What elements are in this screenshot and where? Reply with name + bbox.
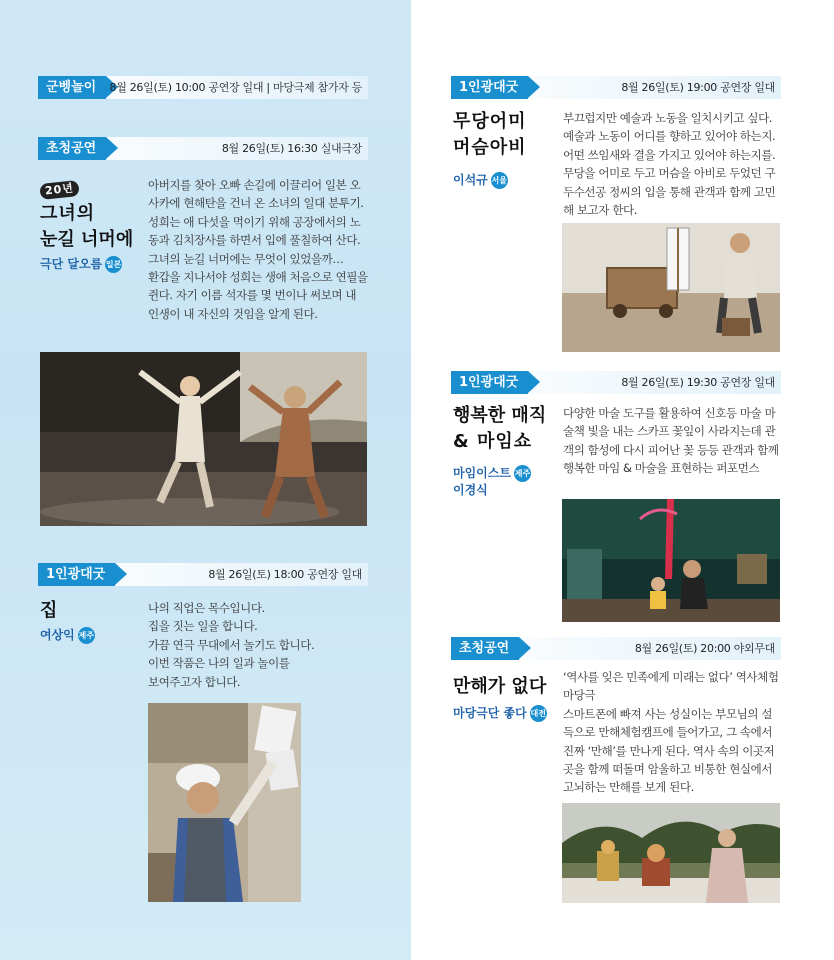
solo1-desc-line-4: 이번 작품은 나의 일과 놀이를 <box>148 656 290 671</box>
solo1-company-name: 여상익 <box>40 628 75 642</box>
solo2-schedule: 8월 26일(토) 19:00 공연장 일대 <box>621 81 775 94</box>
invite2-title-line-1: 만해가 없다 <box>453 676 547 697</box>
solo1-carpenter-photo <box>148 703 301 902</box>
invite2-company <box>453 705 547 722</box>
solo3-stage-photo <box>562 499 780 622</box>
invite2-header-bar <box>451 637 781 660</box>
solo3-company <box>453 465 531 499</box>
solo3-title <box>453 403 563 455</box>
invite1-title <box>40 175 140 253</box>
solo3-performer-name: 이경식 <box>453 483 488 497</box>
invite1-company-name: 극단 달오름 <box>40 257 103 271</box>
solo1-desc-line-2: 집을 짓는 일을 합니다. <box>148 619 258 634</box>
invite1-company <box>40 256 122 273</box>
solo3-desc-para-1: 다양한 마술 도구를 활용하여 신호등 마술 마술책 빛을 내는 스카프 꽃잎이 사라지는데 관객의 함성에 다시 피어난 꽃 등등 관객과 함께 행복한 마임 & 마술을 표현하는 퍼포먼스 <box>563 406 779 476</box>
region-badge: 대전 <box>530 705 547 722</box>
gunbeng-category-tag: 군벵놀이 <box>38 76 106 99</box>
invite2-category-tag: 초청공연 <box>451 637 519 660</box>
solo2-category-tag: 1인광대굿 <box>451 76 528 99</box>
solo3-schedule: 8월 26일(토) 19:30 공연장 일대 <box>621 376 775 389</box>
solo2-title <box>453 109 553 161</box>
solo1-desc-line-5: 보여주고자 합니다. <box>148 674 241 689</box>
solo2-header-bar <box>451 76 781 99</box>
invite2-company-name: 마당극단 좋다 <box>453 706 527 720</box>
solo3-header-bar <box>451 371 781 394</box>
solo2-description <box>563 109 782 219</box>
solo1-title <box>40 598 140 624</box>
invite2-description <box>563 668 782 797</box>
gunbeng-header-bar <box>38 76 368 99</box>
solo2-company <box>453 172 508 189</box>
solo1-category-tag: 1인광대굿 <box>38 563 115 586</box>
gunbeng-schedule: 8월 26일(토) 10:00 공연장 일대 | 마당극제 참가자 등 <box>109 81 362 94</box>
solo3-description <box>563 404 782 478</box>
invite1-header-bar <box>38 137 368 160</box>
invite2-stage-photo <box>562 803 780 903</box>
invite1-schedule: 8월 26일(토) 16:30 실내극장 <box>221 142 362 155</box>
invite1-title-line-2: 눈길 너머에 <box>40 229 134 250</box>
solo2-company-name: 이석규 <box>453 173 488 187</box>
invite1-stage-photo <box>40 352 367 526</box>
region-badge: 제주 <box>514 465 531 482</box>
solo2-title-line-1: 무당어미 <box>453 111 527 132</box>
invite2-desc-para-1: ‘역사를 잊은 민족에게 미래는 없다’ 역사체험마당극 <box>563 670 779 703</box>
region-badge: 서울 <box>491 172 508 189</box>
solo1-company <box>40 627 95 644</box>
invite1-desc-para-1: 아버지를 찾아 오빠 손길에 이끌리어 일본 오사카에 현해탄을 건너 온 소녀의 일대 분투기. 성희는 애 다섯을 먹이기 위해 공장에서의 노동과 김치장사를 하면서 입에 풀칠하여 산다. 그녀의 눈길 너머에는 무엇이 있었을까… <box>148 178 364 266</box>
anniversary-badge: 20년 <box>39 180 79 200</box>
solo1-desc-line-3: 가끔 연극 무대에서 놀기도 합니다. <box>148 637 315 652</box>
solo3-company-name: 마임이스트 <box>453 466 511 480</box>
solo1-description <box>148 599 370 691</box>
solo1-header-bar <box>38 563 368 586</box>
invite1-title-line-1: 그녀의 <box>40 203 96 224</box>
invite1-category-tag: 초청공연 <box>38 137 106 160</box>
solo3-title-line-2: & 마임쇼 <box>453 431 533 452</box>
region-badge: 일본 <box>105 256 122 273</box>
invite2-desc-para-2: 스마트폰에 빠져 사는 성실이는 부모님의 설득으로 만해체험캠프에 들어가고, 그 속에서 진짜 ‘만해’를 만나게 된다. 역사 속의 이곳저곳을 함께 떠돌며 암울하고 비통한 현실에서 고뇌하는 만해를 보게 된다. <box>563 706 775 795</box>
solo3-title-line-1: 행복한 매직 <box>453 405 547 426</box>
invite1-description <box>148 176 370 323</box>
solo2-title-line-2: 머슴아비 <box>453 137 527 158</box>
solo2-stage-photo <box>562 223 780 352</box>
invite2-schedule: 8월 26일(토) 20:00 야외무대 <box>634 642 775 655</box>
solo1-title-line-1: 집 <box>40 600 59 621</box>
region-badge: 제주 <box>78 627 95 644</box>
invite2-title <box>453 674 563 700</box>
solo2-desc-para-1: 부끄럽지만 예술과 노동을 일치시키고 싶다. 예술과 노동이 어디를 향하고 있어야 하는지. 어떤 쓰임새와 결을 가지고 있어야 하는지를. 무당을 어미로 두고 머슴을 아비로 두었던 구두수선공 정씨의 입을 통해 관객과 함께 고민해 보고자 한다. <box>563 111 776 218</box>
solo1-desc-line-1: 나의 직업은 목수입니다. <box>148 601 265 615</box>
solo1-schedule: 8월 26일(토) 18:00 공연장 일대 <box>208 568 362 581</box>
solo3-category-tag: 1인광대굿 <box>451 371 528 394</box>
invite1-desc-para-2: 환갑을 지나서야 성희는 생애 처음으로 연필을 쥔다. 자기 이름 석자를 몇 번이나 써보며 내 인생이 내 자신의 것임을 알게 된다. <box>148 270 368 321</box>
